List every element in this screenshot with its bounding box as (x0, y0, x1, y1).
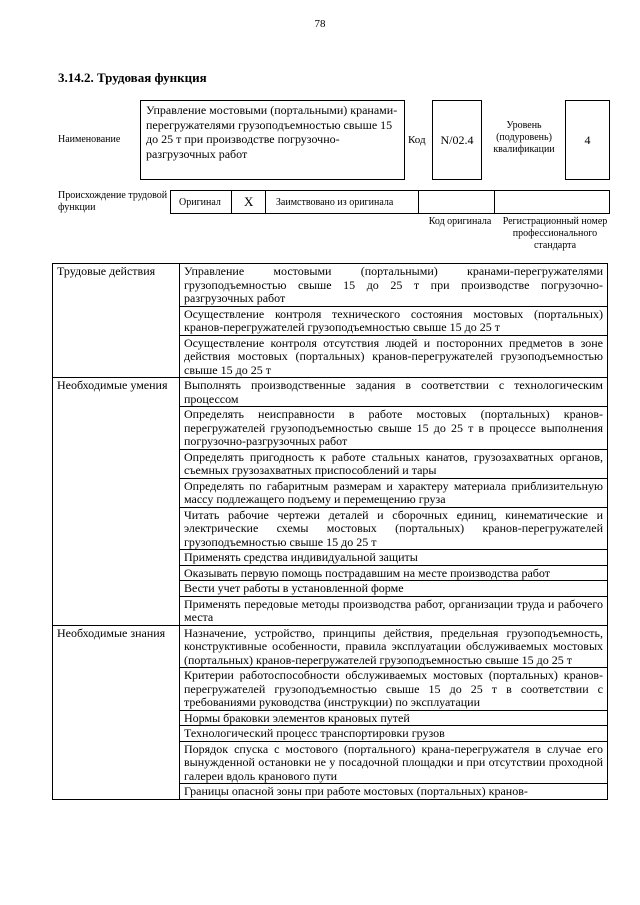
list-item: Осуществление контроля отсутствия людей и посторонних предметов в зоне действия мостовых (портальных) кранов-перегружателей грузоподъемностью свыше 15 до 25 т (180, 335, 608, 378)
reg-number-cell (495, 190, 610, 214)
list-item: Нормы браковки элементов крановых путей (180, 710, 608, 726)
original-mark-cell (232, 190, 265, 214)
list-item: Границы опасной зоны при работе мостовых (портальных) кранов- (180, 784, 608, 800)
code-label: Код (408, 134, 426, 146)
list-item: Управление мостовыми (портальными) кранами-перегружателями грузоподъемностью свыше 15 до 25 т при производстве погрузочно-разгрузочных работ (180, 264, 608, 307)
list-item: Вести учет работы в установленной форме (180, 581, 608, 597)
list-item: Осуществление контроля технического состояния мостовых (портальных) кранов-перегружателей грузоподъемностью свыше 15 до 25 т (180, 306, 608, 335)
table-row (53, 378, 608, 407)
list-item: Назначение, устройство, принципы действия, предельная грузоподъемность, конструктивные особенности, правила эксплуатации обслуживаемых мостовых (портальных) кранов-перегружателей грузоподъемностью свыше 15 до 25 т (180, 625, 608, 668)
list-item: Применять средства индивидуальной защиты (180, 550, 608, 566)
name-label: Наименование (58, 134, 121, 145)
list-item: Определять по габаритным размерам и характеру материала приблизительную массу подлежащего подъему и перемещению груза (180, 478, 608, 507)
section-title-cell: Необходимые знания (53, 625, 180, 800)
borrowed-label: Заимствовано из оригинала (275, 196, 394, 208)
list-item: Порядок спуска с мостового (портального) крана-перегружателя в случае его вынужденной остановки не у посадочной площадки и при отсутствии проходной галереи вдоль кранового пути (180, 741, 608, 784)
list-item: Выполнять производственные задания в соответствии с технологическим процессом (180, 378, 608, 407)
original-label: Оригинал (179, 196, 221, 208)
origin-row (170, 190, 610, 214)
list-item: Критерии работоспособности обслуживаемых мостовых (портальных) кранов-перегружателей грузоподъемностью свыше 15 до 25 т в соответствии с требованиями руководства (инструкции) по эксплуатации (180, 668, 608, 711)
level-value: 4 (584, 132, 591, 147)
table-row (53, 264, 608, 307)
list-item: Определять пригодность к работе стальных канатов, грузозахватных органов, съемных грузозахватных приспособлений и тары (180, 449, 608, 478)
page-number: 78 (314, 18, 326, 30)
borrowed-cell (266, 190, 419, 214)
list-item: Применять передовые методы производства работ, организации труда и рабочего места (180, 596, 608, 625)
origin-label: Происхождение трудовой функции (58, 190, 168, 213)
list-item: Читать рабочие чертежи деталей и сборочных единиц, кинематические и электрические схемы мостовых (портальных) кранов-перегружателей грузоподъемностью свыше 15 до 25 т (180, 507, 608, 550)
section-title: 3.14.2. Трудовая функция (58, 70, 207, 85)
original-mark: X (244, 194, 254, 209)
original-cell (170, 190, 232, 214)
code-value: N/02.4 (440, 132, 474, 147)
list-item: Оказывать первую помощь пострадавшим на месте производства работ (180, 565, 608, 581)
code-value-box (432, 100, 482, 180)
table-row (53, 625, 608, 668)
code-original-label: Код оригинала (428, 216, 492, 227)
name-value-box: Управление мостовыми (портальными) кранами-перегружателями грузоподъемностью свыше 15 до 25 т при производстве погрузочно-разгрузочных работ (140, 100, 405, 180)
section-title-cell: Необходимые умения (53, 378, 180, 626)
level-value-box (565, 100, 610, 180)
reg-number-label: Регистрационный номер профессионального стандарта (502, 216, 608, 251)
level-label: Уровень (подуровень) квалификации (493, 120, 555, 155)
code-original-cell (419, 190, 495, 214)
section-title-cell: Трудовые действия (53, 264, 180, 378)
function-table (52, 263, 608, 800)
list-item: Технологический процесс транспортировки грузов (180, 726, 608, 742)
list-item: Определять неисправности в работе мостовых (портальных) кранов-перегружателей грузоподъемностью свыше 15 до 25 т в процессе выполнения погрузочно-разгрузочных работ (180, 407, 608, 450)
